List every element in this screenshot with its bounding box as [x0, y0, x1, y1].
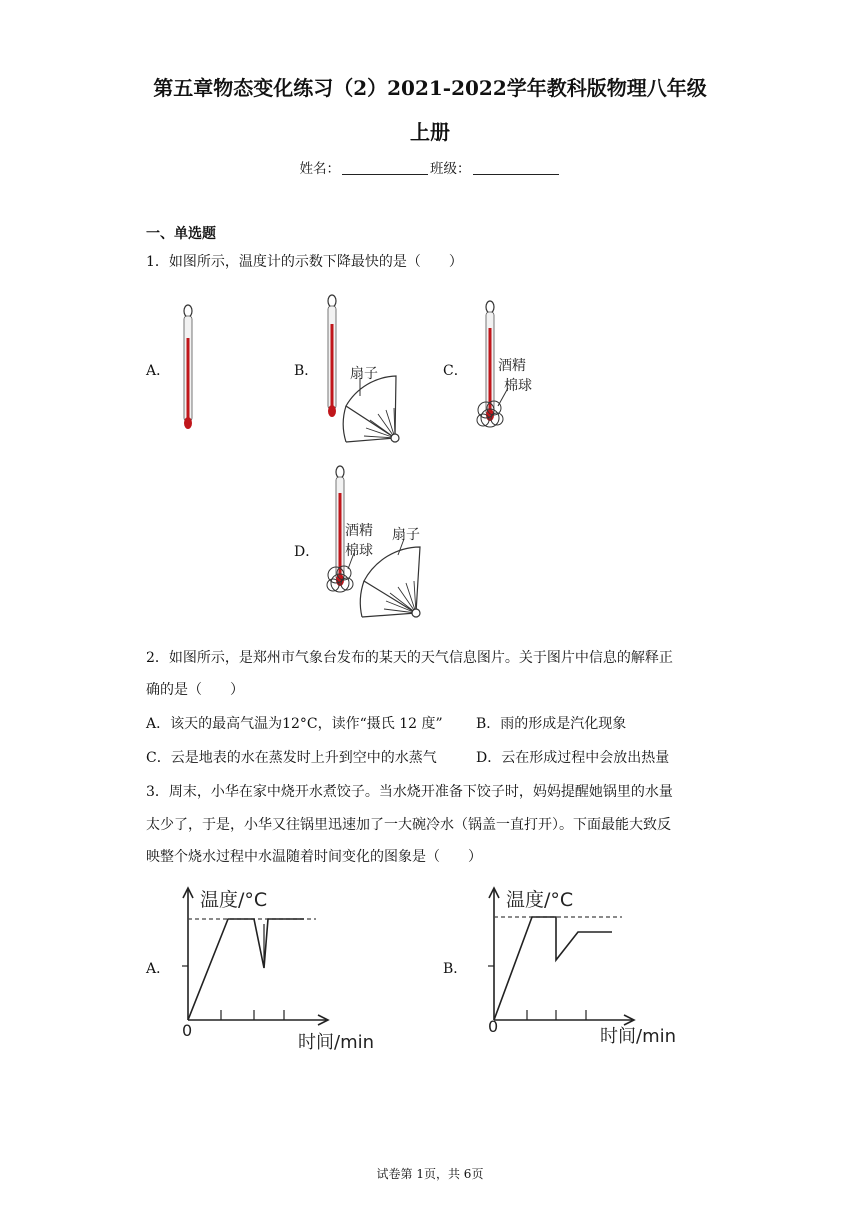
- q1-option-a-label: A．: [146, 363, 171, 379]
- name-blank[interactable]: [342, 160, 428, 175]
- q1-d-fan-label: 扇子: [392, 527, 420, 543]
- graph-a-origin: 0: [182, 1021, 193, 1040]
- graph-a-ylabel: 温度/°C: [200, 889, 268, 911]
- q1-d-alcohol-label2: 棉球: [345, 543, 373, 559]
- page-title-line1: 第五章物态变化练习（2）2021-2022学年教科版物理八年级: [153, 76, 707, 100]
- q3-stem-line2: 太少了，于是，小华又往锅里迅速加了一大碗冷水（锅盖一直打开）。下面最能大致反: [146, 817, 671, 833]
- page-footer: 试卷第 1页，共 6页: [376, 1167, 484, 1181]
- section-heading: 一、单选题: [146, 226, 216, 242]
- graph-a-curve: [188, 919, 304, 1020]
- q1-stem: 1．如图所示，温度计的示数下降最快的是（ ）: [146, 254, 463, 270]
- q1-option-d-label: D．: [294, 544, 320, 560]
- graph-b-ylabel: 温度/°C: [506, 889, 574, 911]
- q3-stem-line3: 映整个烧水过程中水温随着时间变化的图象是（ ）: [146, 849, 482, 865]
- q2-option-b: B．雨的形成是汽化现象: [476, 716, 627, 732]
- graph-b-origin: 0: [488, 1017, 499, 1036]
- q1-c-alcohol-label2: 棉球: [504, 378, 532, 394]
- q3-stem-line1: 3．周末，小华在家中烧开水煮饺子。当水烧开准备下饺子时，妈妈提醒她锅里的水量: [146, 784, 673, 800]
- q1-figure-a-thermometer: [174, 302, 204, 432]
- q2-option-c: C．云是地表的水在蒸发时上升到空中的水蒸气: [146, 750, 437, 766]
- page-title-line2: 上册: [410, 120, 450, 144]
- name-label: 姓名：: [299, 161, 340, 177]
- q2-option-a: A．该天的最高气温为12°C，读作“摄氏 12 度”: [146, 716, 443, 732]
- q1-d-alcohol-label1: 酒精: [345, 523, 373, 539]
- graph-b-xlabel: 时间/min: [600, 1026, 677, 1047]
- q3-graph-a: [176, 884, 396, 1054]
- q1-b-fan-label: 扇子: [350, 366, 378, 382]
- q2-stem-line1: 2．如图所示，是郑州市气象台发布的某天的天气信息图片。关于图片中信息的解释正: [146, 650, 673, 666]
- q1-figure-b-fan: [340, 360, 430, 450]
- class-blank[interactable]: [473, 160, 559, 175]
- q3-option-b-label: B．: [443, 961, 468, 977]
- q1-option-c-label: C．: [443, 363, 468, 379]
- graph-b-curve: [494, 917, 612, 1020]
- q1-c-alcohol-label1: 酒精: [498, 358, 526, 374]
- class-label: 班级：: [430, 161, 471, 177]
- q3-graph-b: [482, 884, 702, 1054]
- q2-option-d: D．云在形成过程中会放出热量: [476, 750, 670, 766]
- q1-figure-c-thermometer: [474, 298, 544, 438]
- q1-figure-d-fan: [358, 525, 458, 625]
- graph-a-xlabel: 时间/min: [298, 1032, 375, 1053]
- q3-option-a-label: A．: [146, 961, 171, 977]
- q1-option-b-label: B．: [294, 363, 319, 379]
- student-info-row: [0, 157, 860, 177]
- q2-stem-line2: 确的是（ ）: [146, 682, 244, 698]
